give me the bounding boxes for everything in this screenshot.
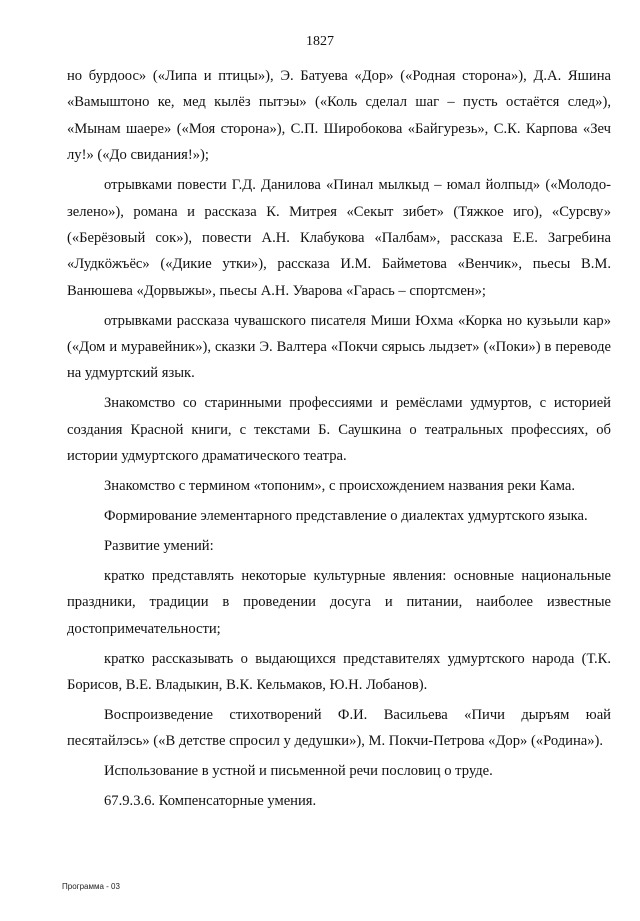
paragraph: Формирование элементарного представление о диалектах удмуртского языка. xyxy=(104,508,588,524)
paragraph: Использование в устной и письменной речи пословиц о труде. xyxy=(104,763,493,780)
page-number: 1827 xyxy=(306,34,334,49)
paragraph: отрывками рассказа чувашского писателя Миши Юхма «Корка но кузьыли кар» («Дом и муравейник»), сказки Э. Валтера «Покчи сярысь лыдзет» («Поки») в переводе на удмуртский язык. xyxy=(67,312,611,382)
paragraph: Развитие умений: xyxy=(104,537,214,554)
paragraph: Знакомство со старинными профессиями и ремёслами удмуртов, с историей создания Красной книги, с текстами Б. Саушкина о театральных профессиях, об истории удмуртского драматического театра. xyxy=(67,395,611,465)
paragraph: Воспроизведение стихотворений Ф.И. Васильева «Пичи дыръям юай песятайлэсь» («В детстве спросил у дедушки»), М. Покчи-Петрова «Дор» («Родина»). xyxy=(67,706,611,750)
paragraph: но бурдоос» («Липа и птицы»), Э. Батуева «Дор» («Родная сторона»), Д.А. Яшина «Вамыштоно ке, мед кылёз пытэы» («Коль сделал шаг – пусть остаётся след»), «Мынам шаере» («Моя сторона»), С.П. Широбокова «Байгурезь», С.К. Карпова «Зеч лу!» («До свидания!»); xyxy=(67,68,611,164)
paragraph: кратко рассказывать о выдающихся представителях удмуртского народа (Т.К. Борисов, В.Е. Владыкин, В.К. Кельмаков, Ю.Н. Лобанов). xyxy=(67,650,611,693)
document-body xyxy=(67,63,611,814)
section-heading: 67.9.3.6. Компенсаторные умения. xyxy=(104,793,317,810)
paragraph: кратко представлять некоторые культурные явления: основные национальные праздники, традиции в проведении досуга и питании, наиболее известные достопримечательности; xyxy=(67,567,611,637)
footer-label: Программа - 03 xyxy=(62,882,120,891)
paragraph: отрывками повести Г.Д. Данилова «Пинал мылкыд – юмал йолпыд» («Молодо-зелено»), романа и рассказа К. Митрея «Секыт зибет» (Тяжкое иго), «Сурсву» («Берёзовый сок»), повести А.Н. Клабукова «Палбам», рассказа Е.Е. Загребина «Лудкӧжъёс» («Дикие утки»), рассказа И.М. Байметова «Венчик», пьесы В.М. Ванюшева «Дорвыжы», пьесы А.Н. Уварова «Гарась – спортсмен»; xyxy=(67,177,611,299)
paragraph: Знакомство с термином «топоним», с происхождением названия реки Кама. xyxy=(104,478,576,495)
